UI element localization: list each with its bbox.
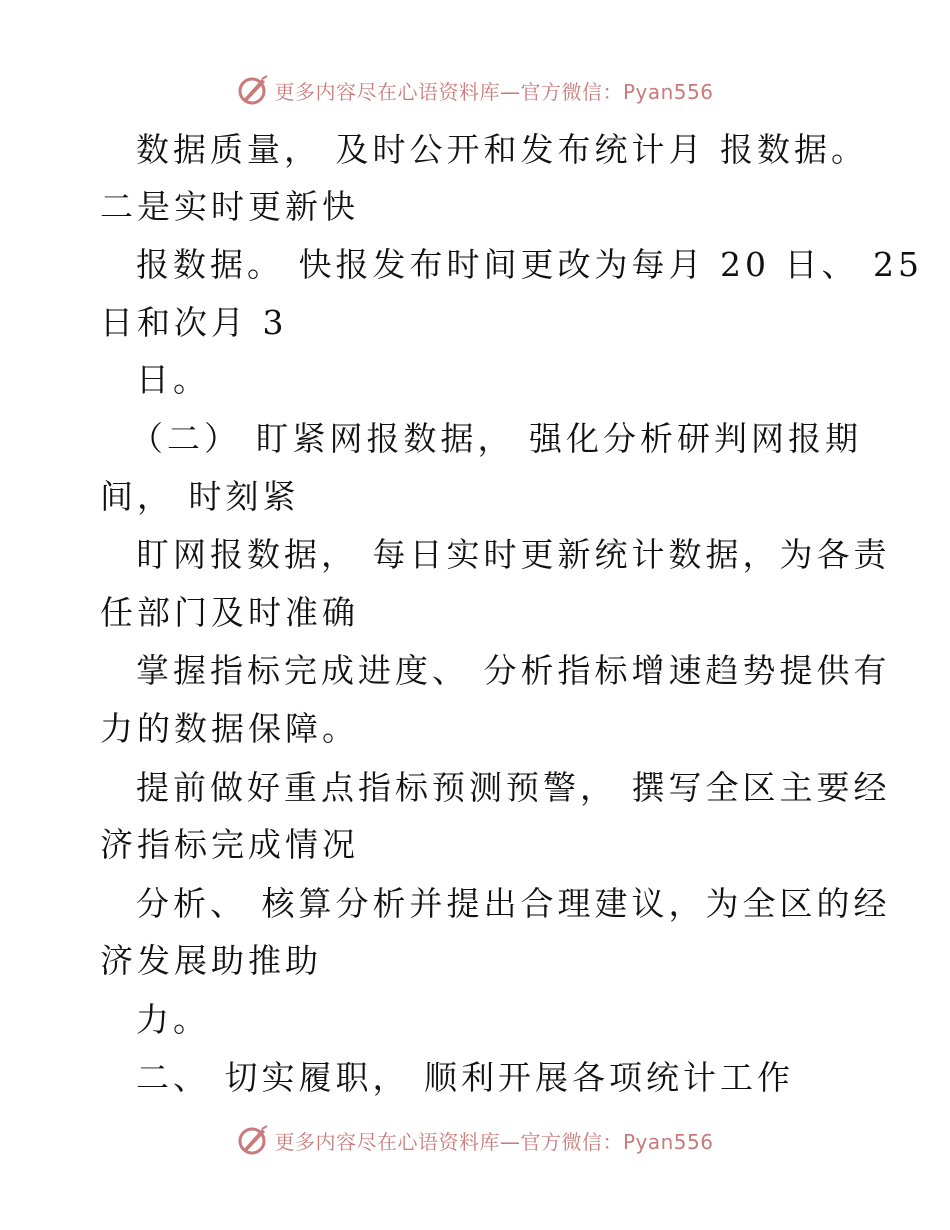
text-line: 盯网报数据， 每日实时更新统计数据，为各责: [136, 535, 891, 574]
quill-pen-circle-icon: [236, 1123, 270, 1157]
text-line: 间， 时刻紧: [100, 477, 300, 516]
watermark-text: 更多内容尽在心语资料库—官方微信：Pyan556: [274, 79, 714, 104]
text-line: 日。: [136, 360, 210, 399]
text-line: 力的数据保障。: [100, 709, 359, 748]
text-line: 任部门及时准确: [100, 593, 359, 632]
text-line: 掌握指标完成进度、 分析指标增速趋势提供有: [136, 651, 891, 690]
text-line: 分析、 核算分析并提出合理建议，为全区的经: [136, 884, 891, 923]
text-line: 日和次月 3: [100, 303, 288, 342]
text-line: 济指标完成情况: [100, 825, 359, 864]
section-heading: 二、 切实履职， 顺利开展各项统计工作: [136, 1058, 794, 1097]
text-line: 数据质量， 及时公开和发布统计月 报数据。: [136, 130, 868, 169]
text-line: 提前做好重点指标预测预警， 撰写全区主要经: [136, 768, 891, 807]
watermark-banner-bottom: [0, 1120, 950, 1160]
text-line: 力。: [136, 1000, 210, 1039]
watermark-text: 更多内容尽在心语资料库—官方微信：Pyan556: [274, 1129, 714, 1154]
text-line: 济发展助推助: [100, 941, 322, 980]
quill-pen-circle-icon: [236, 73, 270, 107]
section-heading: （二） 盯紧网报数据， 强化分析研判网报期: [130, 419, 862, 458]
text-line: 报数据。 快报发布时间更改为每月 20 日、 25: [136, 245, 923, 284]
text-line: 二是实时更新快: [100, 187, 359, 226]
watermark-banner-top: [0, 70, 950, 110]
